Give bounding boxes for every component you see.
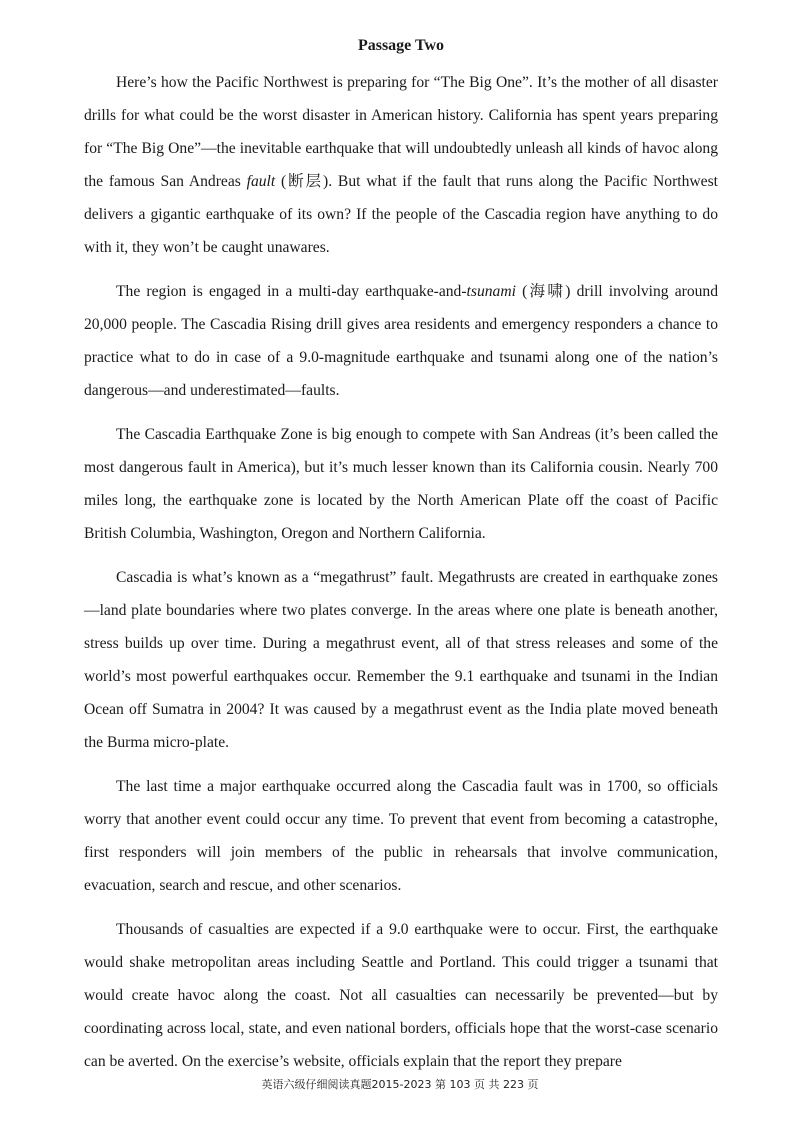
paragraph-6 <box>84 913 718 1078</box>
italic-term-tsunami: tsunami <box>466 283 516 300</box>
paragraph-2 <box>84 275 718 407</box>
italic-term-fault: fault <box>246 173 276 190</box>
paragraph-5 <box>84 770 718 902</box>
paragraph-text: The region is engaged in a multi-day earthquake-and- <box>116 283 467 300</box>
paragraph-1 <box>84 66 718 264</box>
paragraph-4 <box>84 561 718 759</box>
document-page <box>84 34 718 1078</box>
paragraph-text: Cascadia is what’s known as a “megathrust” fault. Megathrusts are created in earthquake zones—land plate boundaries where two plates converge. In the areas where one plate is beneath another, stress builds up over time. During a megathrust event, all of that stress releases and some of the world’s most powerful earthquakes occur. Remember the 9.1 earthquake and tsunami in the Indian Ocean off Sumatra in 2004? It was caused by a megathrust event as the India plate moved beneath the Burma micro-plate. <box>84 569 718 751</box>
paragraph-text: Here’s how the Pacific Northwest is preparing for “The Big One”. It’s the mother of all disaster drills for what could be the worst disaster in American history. California has spent years preparing for “The Big One”—the inevitable earthquake that will undoubtedly unleash all kinds of havoc along the famous San Andreas <box>84 74 718 190</box>
paragraph-text: (断层). But what if the fault that runs along the Pacific Northwest delivers a gigantic earthquake of its own? If the people of the Cascadia region have anything to do with it, they won’t be caught unawares. <box>84 173 718 256</box>
paragraph-text: (海啸) drill involving around 20,000 people. The Cascadia Rising drill gives area residents and emergency responders a chance to practice what to do in case of a 9.0-magnitude earthquake and tsunami along one of the nation’s dangerous—and underestimated—faults. <box>84 283 719 399</box>
paragraph-text: The last time a major earthquake occurred along the Cascadia fault was in 1700, so officials worry that another event could occur any time. To prevent that event from becoming a catastrophe, first responders will join members of the public in rehearsals that involve communication, evacuation, search and rescue, and other scenarios. <box>84 778 718 894</box>
passage-title: Passage Two <box>357 37 445 54</box>
paragraph-3 <box>84 418 718 550</box>
paragraph-text: The Cascadia Earthquake Zone is big enough to compete with San Andreas (it’s been called the most dangerous fault in America), but it’s much lesser known than its California cousin. Nearly 700 miles long, the earthquake zone is located by the North American Plate off the coast of Pacific British Columbia, Washington, Oregon and Northern California. <box>84 426 718 542</box>
page-footer: 英语六级仔细阅读真题2015-2023 第 103 页 共 223 页 <box>261 1078 539 1091</box>
paragraph-text: Thousands of casualties are expected if a 9.0 earthquake were to occur. First, the earthquake would shake metropolitan areas including Seattle and Portland. This could trigger a tsunami that would create havoc along the coast. Not all casualties can necessarily be prevented—but by coordinating across local, state, and even national borders, officials hope that the worst-case scenario can be averted. On the exercise’s website, officials explain that the report they prepare <box>84 921 718 1070</box>
